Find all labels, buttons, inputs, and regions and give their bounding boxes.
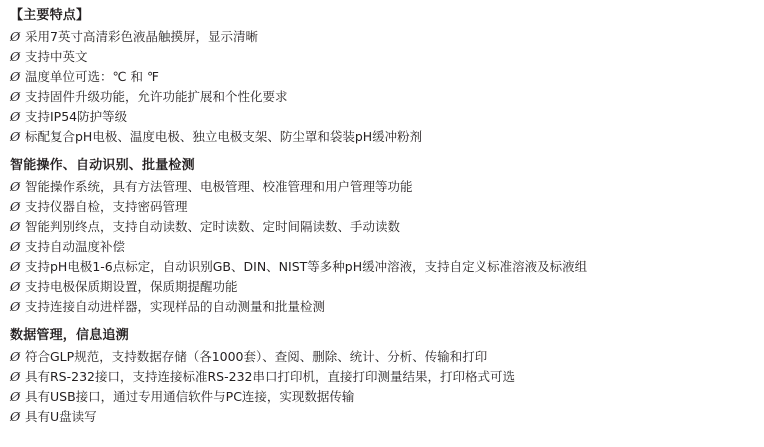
feature-item bbox=[8, 237, 756, 257]
feature-item bbox=[8, 27, 756, 47]
bullet-icon: Ø bbox=[10, 239, 21, 254]
feature-item-text: 智能操作系统，具有方法管理、电极管理、校准管理和用户管理等功能 bbox=[25, 179, 413, 194]
bullet-icon: Ø bbox=[10, 259, 21, 274]
feature-item bbox=[8, 107, 756, 127]
feature-item-text: 具有U盘读写 bbox=[25, 409, 97, 424]
feature-item bbox=[8, 127, 756, 147]
feature-item-text: 支持电极保质期设置，保质期提醒功能 bbox=[25, 279, 238, 294]
feature-item bbox=[8, 257, 756, 277]
bullet-icon: Ø bbox=[10, 369, 21, 384]
feature-item-text: 采用7英寸高清彩色液晶触摸屏，显示清晰 bbox=[25, 29, 258, 44]
bullet-icon: Ø bbox=[10, 349, 21, 364]
feature-item-text: 支持连接自动进样器，实现样品的自动测量和批量检测 bbox=[25, 299, 326, 314]
section-main-features bbox=[8, 6, 756, 147]
feature-item-text: 温度单位可选：℃ 和 ℉ bbox=[25, 69, 159, 84]
feature-item bbox=[8, 87, 756, 107]
feature-item bbox=[8, 47, 756, 67]
section-heading: 【主要特点】 bbox=[10, 8, 90, 23]
bullet-icon: Ø bbox=[10, 129, 21, 144]
feature-item-text: 支持自动温度补偿 bbox=[25, 239, 126, 254]
feature-item bbox=[8, 367, 756, 387]
feature-item-text: 具有USB接口，通过专用通信软件与PC连接，实现数据传输 bbox=[25, 389, 355, 404]
section-data-management bbox=[8, 326, 756, 427]
feature-item bbox=[8, 297, 756, 317]
bullet-icon: Ø bbox=[10, 219, 21, 234]
bullet-icon: Ø bbox=[10, 179, 21, 194]
feature-item bbox=[8, 197, 756, 217]
bullet-icon: Ø bbox=[10, 69, 21, 84]
bullet-icon: Ø bbox=[10, 409, 21, 424]
feature-item-text: 支持IP54防护等级 bbox=[25, 109, 128, 124]
bullet-icon: Ø bbox=[10, 29, 21, 44]
bullet-icon: Ø bbox=[10, 199, 21, 214]
feature-item bbox=[8, 347, 756, 367]
feature-item-text: 支持中英文 bbox=[25, 49, 88, 64]
bullet-icon: Ø bbox=[10, 389, 21, 404]
feature-item bbox=[8, 217, 756, 237]
feature-item bbox=[8, 387, 756, 407]
bullet-icon: Ø bbox=[10, 279, 21, 294]
feature-item-text: 符合GLP规范，支持数据存储（各1000套）、查阅、删除、统计、分析、传输和打印 bbox=[25, 349, 488, 364]
bullet-icon: Ø bbox=[10, 109, 21, 124]
feature-item-text: 具有RS-232接口，支持连接标准RS-232串口打印机，直接打印测量结果，打印格式可选 bbox=[25, 369, 515, 384]
bullet-icon: Ø bbox=[10, 49, 21, 64]
feature-item bbox=[8, 277, 756, 297]
feature-item-text: 支持pH电极1-6点标定，自动识别GB、DIN、NIST等多种pH缓冲溶液，支持自定义标准溶液及标液组 bbox=[25, 259, 588, 274]
feature-item bbox=[8, 67, 756, 87]
feature-item-text: 支持固件升级功能，允许功能扩展和个性化要求 bbox=[25, 89, 288, 104]
bullet-icon: Ø bbox=[10, 89, 21, 104]
feature-item bbox=[8, 177, 756, 197]
feature-item-text: 智能判别终点，支持自动读数、定时读数、定时间隔读数、手动读数 bbox=[25, 219, 401, 234]
feature-item-text: 标配复合pH电极、温度电极、独立电极支架、防尘罩和袋装pH缓冲粉剂 bbox=[25, 129, 423, 144]
bullet-icon: Ø bbox=[10, 299, 21, 314]
section-smart-operation bbox=[8, 156, 756, 317]
feature-item bbox=[8, 407, 756, 427]
section-heading: 智能操作、自动识别、批量检测 bbox=[10, 158, 195, 173]
section-heading: 数据管理，信息追溯 bbox=[10, 328, 129, 343]
feature-item-text: 支持仪器自检，支持密码管理 bbox=[25, 199, 188, 214]
